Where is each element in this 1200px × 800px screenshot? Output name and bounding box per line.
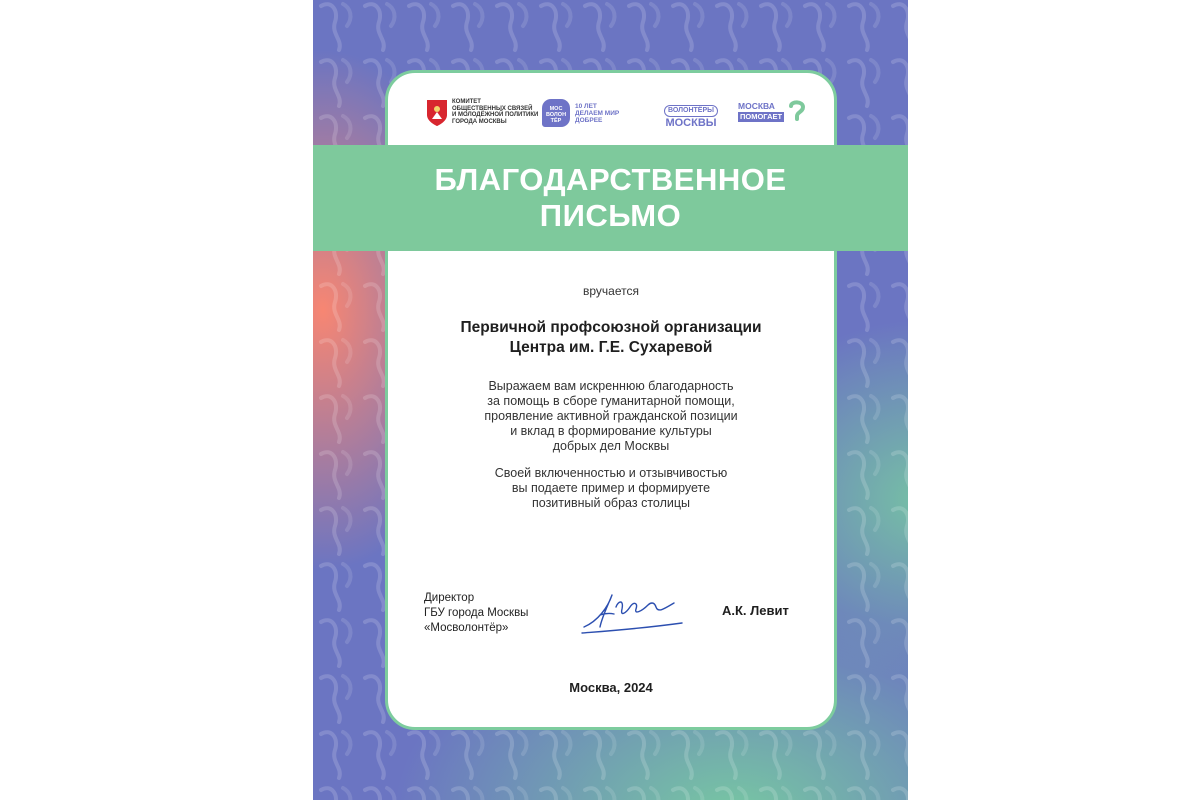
moscow-helps-bottom: ПОМОГАЕТ — [740, 112, 783, 121]
signatory-name: А.К. Левит — [722, 603, 789, 618]
title-line-1: БЛАГОДАРСТВЕННОЕ — [434, 162, 787, 197]
gratitude-paragraph — [388, 379, 834, 454]
mosvol-line-2: ДЕЛАЕМ МИР — [575, 110, 620, 117]
committee-line-4: ГОРОДА МОСКВЫ — [452, 118, 507, 125]
volunteers-top: ВОЛОНТЁРЫ — [664, 105, 718, 117]
committee-logo — [426, 99, 546, 127]
p1-line-3: проявление активной гражданской позиции — [484, 409, 738, 423]
mosvolonter-badge — [542, 99, 570, 127]
badge-line-3: ТЁР — [550, 118, 562, 124]
recipient-line-2: Центра им. Г.Е. Сухаревой — [509, 339, 713, 356]
mosvol-line-3: ДОБРЕЕ — [575, 117, 603, 124]
committee-line-1: КОМИТЕТ — [452, 99, 481, 105]
volunteers-bottom: МОСКВЫ — [665, 117, 717, 129]
presented-label: вручается — [583, 284, 639, 298]
committee-line-2: ОБЩЕСТВЕННЫХ СВЯЗЕЙ — [452, 105, 533, 112]
committee-line-3: И МОЛОДЁЖНОЙ ПОЛИТИКИ — [452, 112, 539, 118]
p2-line-2: вы подаете пример и формируете — [511, 481, 711, 495]
p1-line-2: за помощь в сборе гуманитарной помощи, — [487, 394, 735, 408]
p2-line-3: позитивный образ столицы — [532, 496, 690, 510]
example-paragraph — [388, 466, 834, 511]
signatory-line-3: «Мосволонтёр» — [424, 622, 509, 634]
moscow-helps-top: МОСКВА — [738, 101, 775, 111]
signatory-line-2: ГБУ города Москвы — [424, 607, 529, 619]
place-and-date: Москва, 2024 — [569, 680, 653, 695]
mosvol-line-1: 10 ЛЕТ — [575, 103, 597, 110]
volunteers-moscow-logo — [656, 99, 726, 127]
moscow-helps-logo — [738, 99, 810, 127]
p1-line-5: добрых дел Москвы — [552, 439, 670, 453]
badge-line-1: МОС — [549, 106, 563, 112]
recipient-line-1: Первичной профсоюзной организации — [460, 319, 762, 336]
recipient-name — [388, 318, 834, 358]
mosvolonter-logo — [542, 99, 646, 127]
signatory-title — [424, 591, 528, 636]
title-line-2: ПИСЬМО — [539, 198, 682, 233]
p1-line-4: и вклад в формирование культуры — [510, 424, 712, 438]
handwritten-signature-icon — [578, 587, 688, 639]
certificate-sheet — [313, 0, 908, 800]
signatory-line-1: Директор — [424, 592, 475, 604]
moscow-coat-of-arms-icon — [426, 99, 448, 127]
logos-row — [388, 73, 834, 149]
p2-line-1: Своей включенностью и отзывчивостью — [494, 466, 728, 480]
badge-line-2: ВОЛОН — [545, 112, 567, 118]
heart-question-icon — [788, 100, 806, 122]
title-banner — [313, 145, 908, 251]
p1-line-1: Выражаем вам искреннюю благодарность — [488, 379, 734, 393]
